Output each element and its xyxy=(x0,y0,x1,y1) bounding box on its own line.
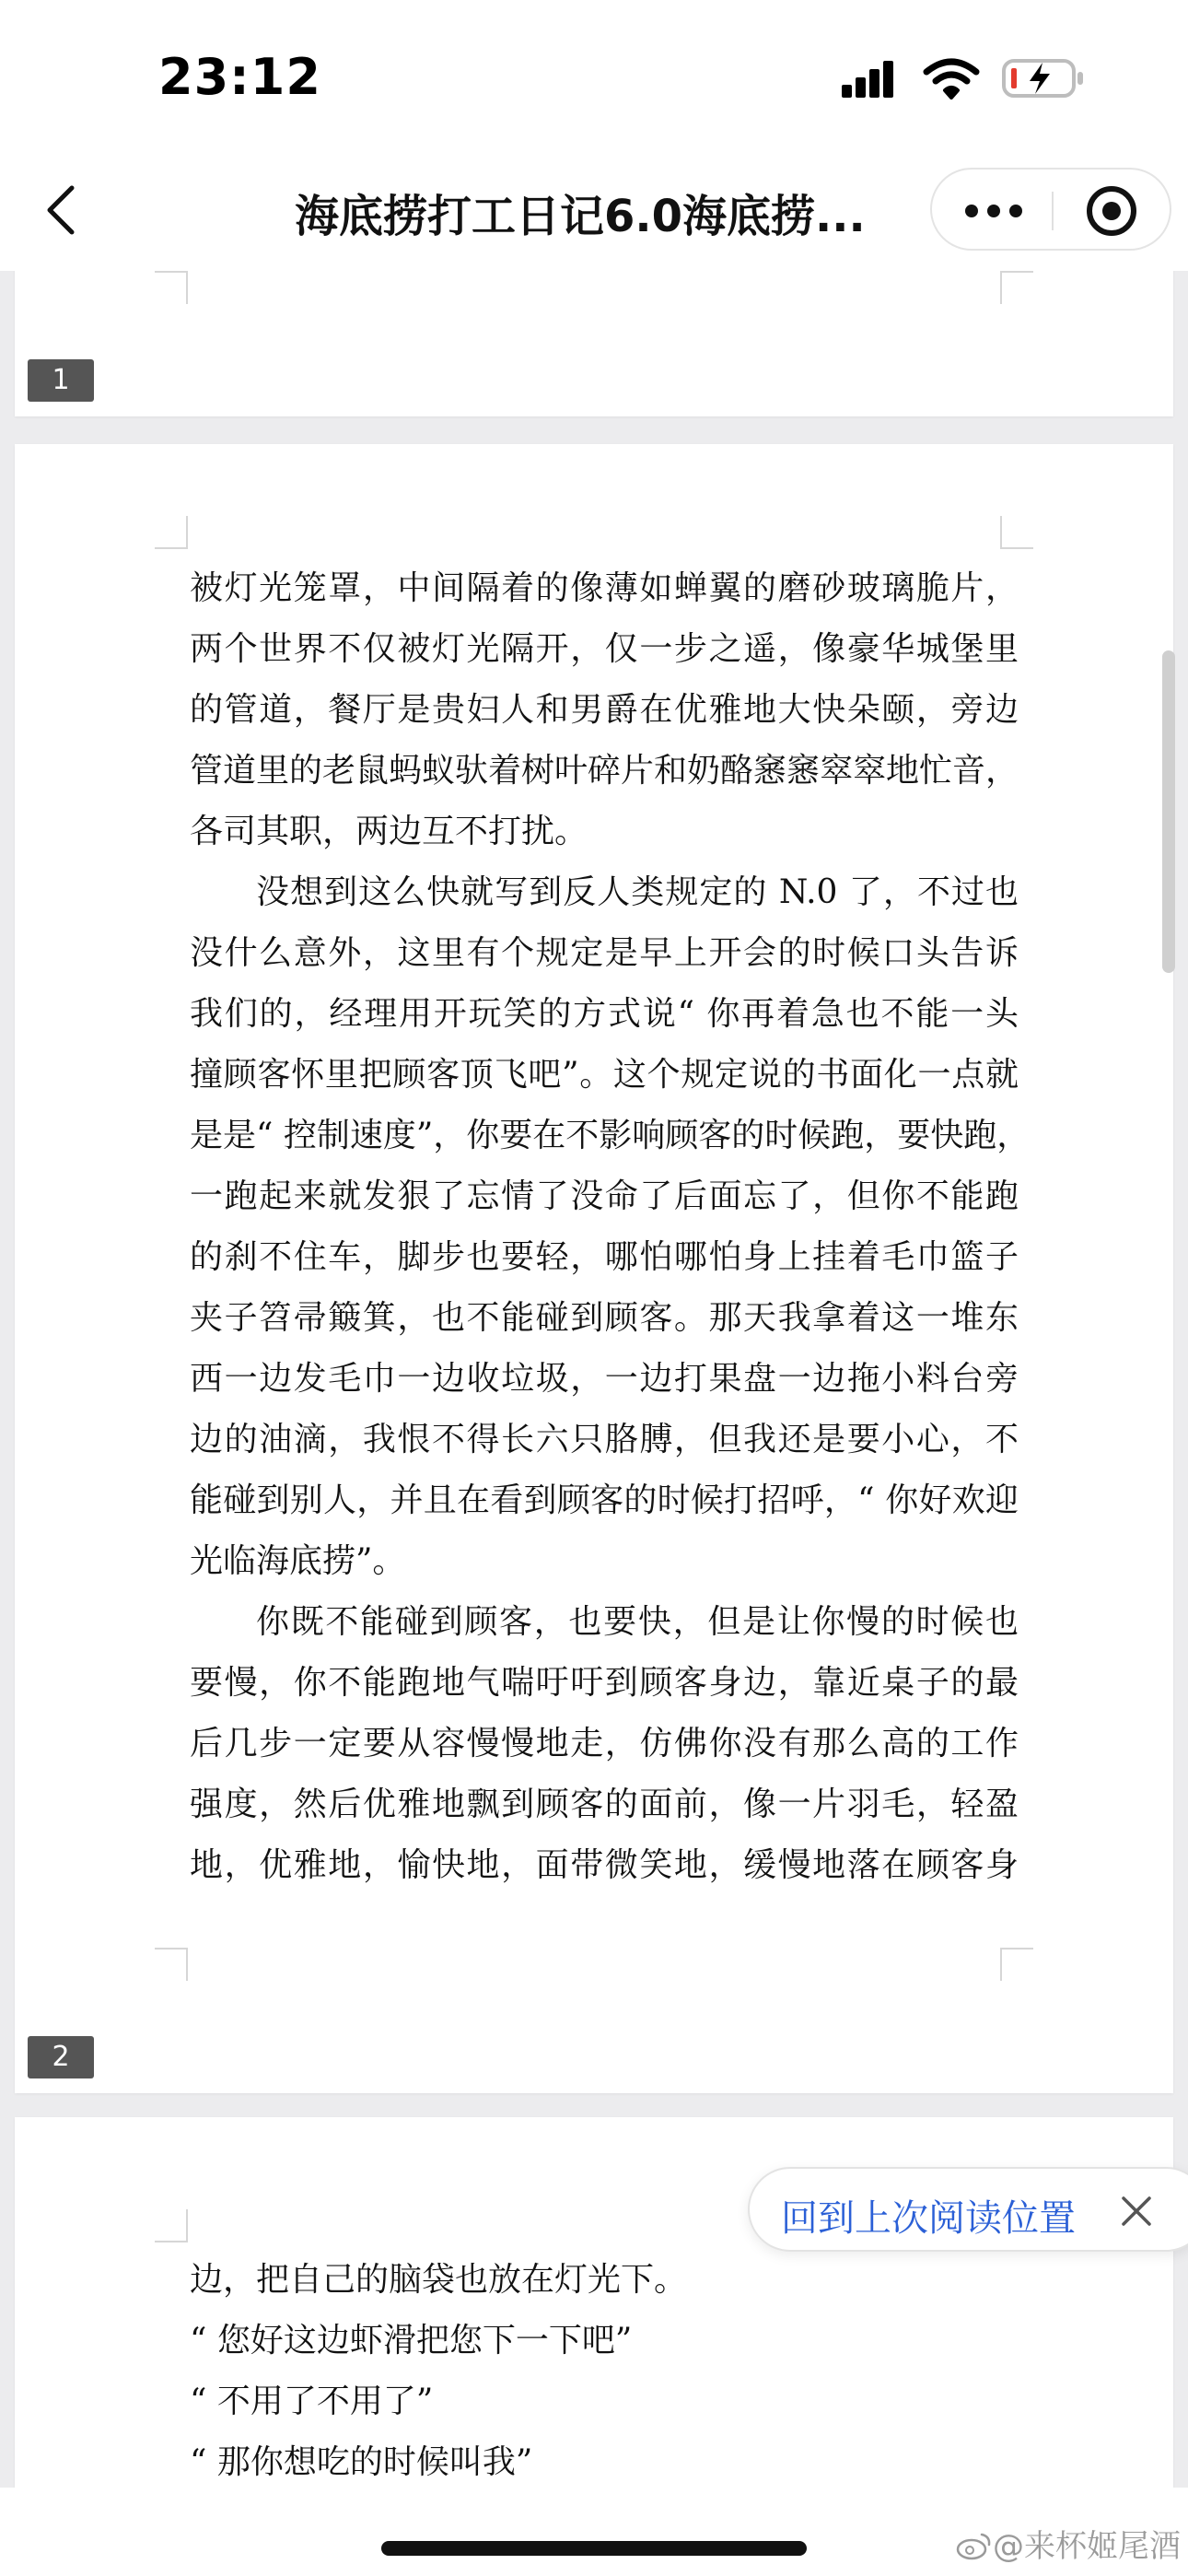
text-line: 是是“ 控制速度”，你要在不影响顾客的时候跑，要快跑， xyxy=(190,1117,1031,1154)
watermark xyxy=(956,2521,1181,2566)
text-line: “ 您好这边虾滑把您下一下吧” xyxy=(190,2322,633,2359)
text-line: 边，把自己的脑袋也放在灯光下。 xyxy=(190,2261,688,2299)
home-indicator[interactable] xyxy=(381,2541,807,2556)
target-icon[interactable] xyxy=(1087,186,1136,236)
text-line: 被灯光笼罩，中间隔着的像薄如蝉翼的磨砂玻璃脆片， xyxy=(190,569,1019,607)
more-icon[interactable] xyxy=(965,203,1022,219)
page-title: 海底捞打工日记6.0海底捞... xyxy=(295,191,866,242)
crop-mark xyxy=(155,2209,188,2242)
text-line: 后几步一定要从容慢慢地走，仿佛你没有那么高的工作 xyxy=(190,1725,1019,1762)
text-line: 我们的，经理用开玩笑的方式说“ 你再着急也不能一头 xyxy=(190,995,1019,1033)
crop-mark xyxy=(155,271,188,304)
status-time: 23:12 xyxy=(158,48,321,106)
back-icon[interactable] xyxy=(37,182,88,238)
nav-bar xyxy=(0,147,1188,271)
text-line: 能碰到别人，并且在看到顾客的时候打招呼，“ 你好欢迎 xyxy=(190,1481,1019,1519)
page-3-text xyxy=(190,2250,1019,2488)
text-line: 你既不能碰到顾客，也要快，但是让你慢的时候也 xyxy=(256,1603,1019,1641)
text-line: 要慢，你不能跑地气喘吁吁到顾客身边，靠近桌子的最 xyxy=(190,1664,1019,1702)
watermark-text: @来杯姬尾酒 xyxy=(993,2528,1181,2565)
crop-mark xyxy=(1000,516,1033,549)
text-line: 强度，然后优雅地飘到顾客的面前，像一片羽毛，轻盈 xyxy=(190,1786,1019,1823)
scrollbar[interactable] xyxy=(1162,650,1175,973)
text-line: 光临海底捞”。 xyxy=(190,1542,406,1580)
document-page-2 xyxy=(15,444,1173,2093)
crop-mark xyxy=(1000,1948,1033,1981)
text-line: 两个世界不仅被灯光隔开，仅一步之遥，像豪华城堡里 xyxy=(190,630,1019,668)
text-line: 边的油滴，我恨不得长六只胳膊，但我还是要小心，不 xyxy=(190,1421,1019,1458)
page-2-text xyxy=(190,558,1031,1896)
close-icon[interactable] xyxy=(1118,2193,1155,2230)
text-line: 夹子笤帚簸箕，也不能碰到顾客。那天我拿着这一堆东 xyxy=(190,1299,1019,1337)
text-line: “ 那你想吃的时候叫我” xyxy=(190,2443,533,2481)
text-line: 的管道，餐厅是贵妇人和男爵在优雅地大快朵颐，旁边 xyxy=(190,691,1019,729)
text-line: 一跑起来就发狠了忘情了没命了后面忘了，但你不能跑 xyxy=(190,1177,1019,1215)
text-line: 管道里的老鼠蚂蚁驮着树叶碎片和奶酪窸窸窣窣地忙音， xyxy=(190,752,1019,790)
text-line: 没想到这么快就写到反人类规定的 N.0 了，不过也 xyxy=(256,873,1019,911)
resume-reading-button[interactable]: 回到上次阅读位置 xyxy=(781,2197,1076,2240)
text-line: 西一边发毛巾一边收垃圾，一边打果盘一边拖小料台旁 xyxy=(190,1360,1019,1398)
text-line: 没什么意外，这里有个规定是早上开会的时候口头告诉 xyxy=(190,934,1019,972)
text-line: “ 不用了不用了” xyxy=(190,2383,434,2420)
mini-program-capsule xyxy=(930,168,1171,251)
text-line: 各司其职，两边互不打扰。 xyxy=(190,813,588,850)
document-viewer[interactable] xyxy=(0,271,1188,2488)
status-bar xyxy=(0,0,1188,147)
text-line: 地，优雅地，愉快地，面带微笑地，缓慢地落在顾客身 xyxy=(190,1846,1019,1884)
weibo-icon xyxy=(956,2531,993,2560)
capsule-divider xyxy=(1052,192,1054,230)
crop-mark xyxy=(155,516,188,549)
battery-charging-icon xyxy=(1002,57,1085,100)
page-number-badge: 1 xyxy=(28,359,94,402)
text-line: 撞顾客怀里把顾客顶飞吧”。这个规定说的书面化一点就 xyxy=(190,1056,1019,1094)
text-line: 的刹不住车，脚步也要轻，哪怕哪怕身上挂着毛巾篮子 xyxy=(190,1238,1019,1276)
resume-reading-banner xyxy=(748,2167,1188,2252)
crop-mark xyxy=(155,1948,188,1981)
signal-icon xyxy=(842,61,893,98)
page-number-badge: 2 xyxy=(28,2036,94,2078)
document-page-1 xyxy=(15,271,1173,416)
crop-mark xyxy=(1000,271,1033,304)
wifi-icon xyxy=(923,57,980,100)
